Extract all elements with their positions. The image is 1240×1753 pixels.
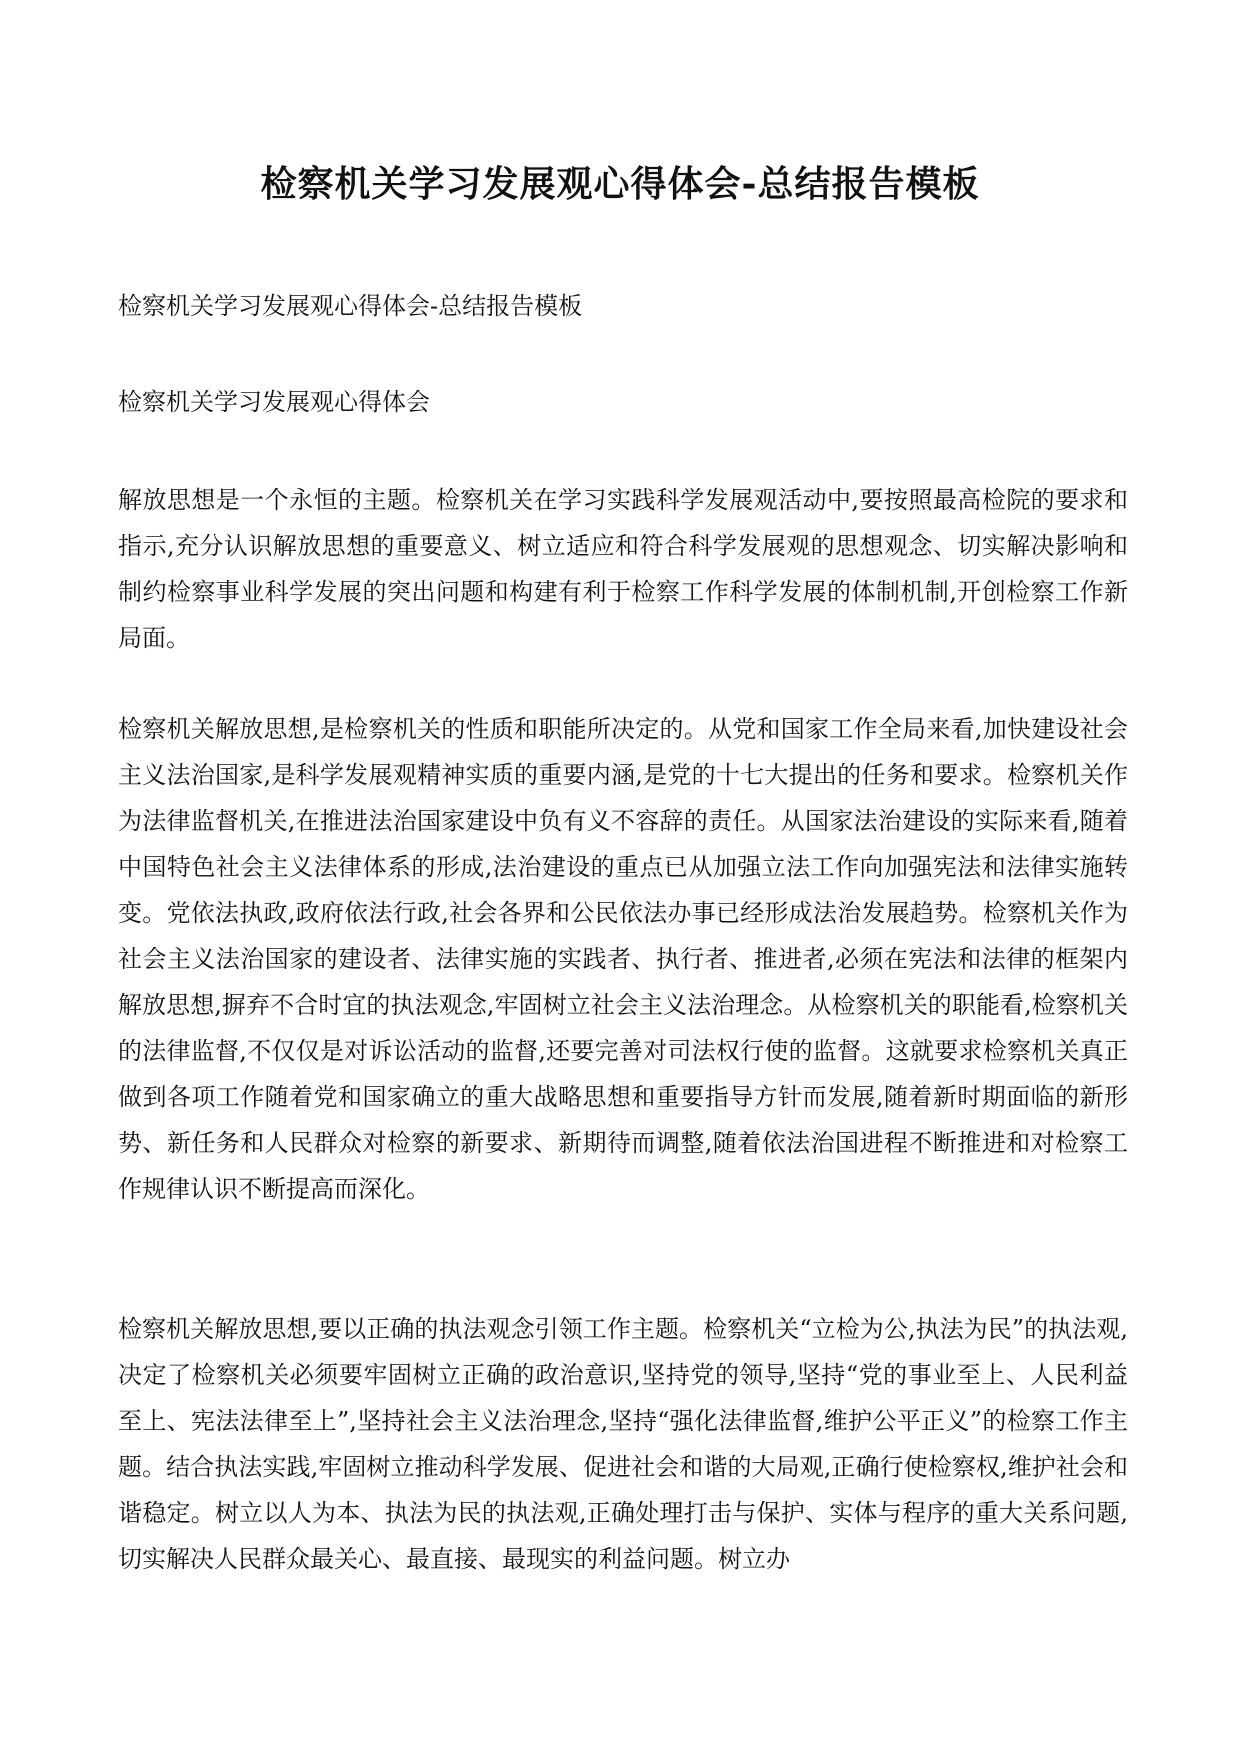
body-paragraph: 解放思想是一个永恒的主题。检察机关在学习实践科学发展观活动中,要按照最高检院的要求和指示,充分认识解放思想的重要意义、树立适应和符合科学发展观的思想观念、切实解决影响和制约检察事业科学发展的突出问题和构建有利于检察工作科学发展的体制机制,开创检察工作新局面。 (118, 486, 1128, 652)
body-paragraph: 检察机关解放思想,是检察机关的性质和职能所决定的。从党和国家工作全局来看,加快建设社会主义法治国家,是科学发展观精神实质的重要内涵,是党的十七大提出的任务和要求。检察机关作为法律监督机关,在推进法治国家建设中负有义不容辞的责任。从国家法治建设的实际来看,随着中国特色社会主义法律体系的形成,法治建设的重点已从加强立法工作向加强宪法和法律实施转变。党依法执政,政府依法行政,社会各界和公民依法办事已经形成法治发展趋势。检察机关作为社会主义法治国家的建设者、法律实施的实践者、执行者、推进者,必须在宪法和法律的框架内解放思想,摒弃不合时宜的执法观念,牢固树立社会主义法治理念。从检察机关的职能看,检察机关的法律监督,不仅仅是对诉讼活动的监督,还要完善对司法权行使的监督。这就要求检察机关真正做到各项工作随着党和国家确立的重大战略思想和重要指导方针而发展,随着新时期面临的新形势、新任务和人民群众对检察的新要求、新期待而调整,随着依法治国进程不断推进和对检察工作规律认识不断提高而深化。 (118, 715, 1128, 1203)
section-heading: 检察机关学习发展观心得体会 (118, 388, 430, 416)
body-paragraph: 检察机关解放思想,要以正确的执法观念引领工作主题。检察机关“立检为公,执法为民”的执法观,决定了检察机关必须要牢固树立正确的政治意识,坚持党的领导,坚持“党的事业至上、人民利益至上、宪法法律至上”,坚持社会主义法治理念,坚持“强化法律监督,维护公平正义”的检察工作主题。结合执法实践,牢固树立推动科学发展、促进社会和谐的大局观,正确行使检察权,维护社会和谐稳定。树立以人为本、执法为民的执法观,正确处理打击与保护、实体与程序的重大关系问题,切实解决人民群众最关心、最直接、最现实的利益问题。树立办 (118, 1315, 1128, 1573)
document-title: 检察机关学习发展观心得体会-总结报告模板 (260, 163, 980, 205)
document-subtitle: 检察机关学习发展观心得体会-总结报告模板 (118, 292, 583, 320)
